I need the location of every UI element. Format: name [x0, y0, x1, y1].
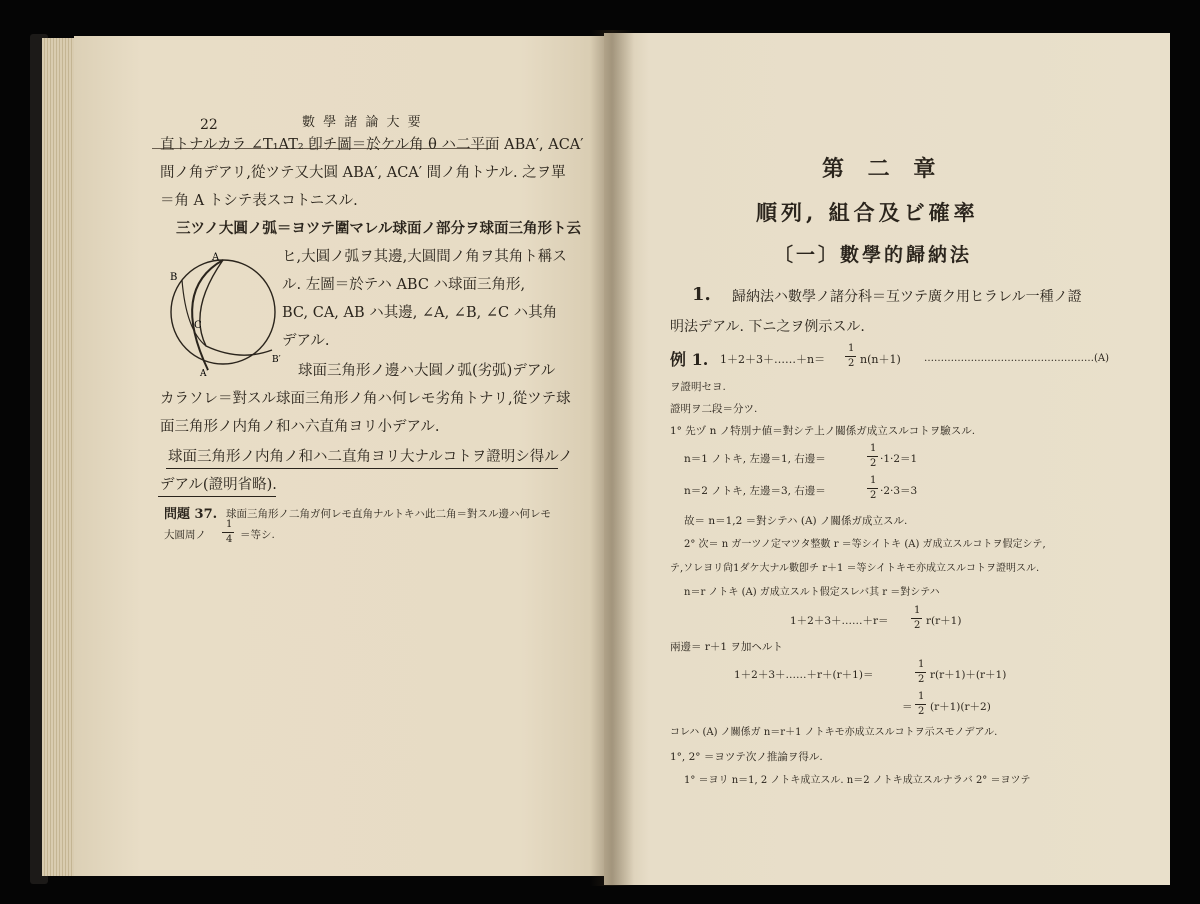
tail-3: r(r＋1): [926, 615, 962, 627]
proof-line-1: ヲ證明セヨ.: [670, 381, 726, 393]
left-line-3: ＝角 A トシテ表スコトニスル.: [160, 193, 358, 209]
tail-4: r(r＋1)＋(r＋1): [930, 669, 1007, 681]
underline-1: [166, 468, 558, 469]
half-num-2: 1: [870, 475, 877, 486]
half-bar-3: [911, 618, 922, 619]
left-line-10: カラソレ＝對スル球面三角形ノ角ハ何レモ劣角トナリ,從ツテ球: [160, 391, 571, 407]
proof-line-11: 兩邊＝ r＋1 ヲ加ヘルト: [670, 641, 783, 653]
proof-line-3: 1° 先ヅ n ノ特別ナ値＝對シテ上ノ關係ガ成立スルコトヲ驗スル.: [670, 425, 976, 437]
half-bar-5: [915, 704, 926, 705]
proof-line-8: テ,ソレヨリ尙1ダケ大ナル數卽チ r＋1 ＝等シイトキモ亦成立スルコトヲ證明スル.: [670, 563, 1040, 574]
paragraph-line-1: 歸納法ハ數學ノ諸分科＝互ツテ廣ク用ヒラレル一種ノ證: [732, 289, 1082, 305]
problem-text: 球面三角形ノ二角ガ何レモ直角ナルトキハ此二角＝對スル邊ハ何レモ: [226, 508, 551, 520]
figure-label-b: B: [170, 272, 178, 283]
example-formula-tail: n(n＋1): [860, 353, 901, 366]
figure-label-b-prime: B′: [272, 355, 281, 365]
underline-2: [158, 496, 276, 497]
example-half-num: 1: [848, 343, 855, 354]
tail-1: ·1·2＝1: [880, 453, 918, 465]
left-line-11: 面三角形ノ内角ノ和ハ六直角ヨリ小デアル.: [160, 419, 440, 435]
proof-line-14: コレハ (A) ノ關係ガ n＝r＋1 ノトキモ亦成立スルコトヲ示スモノデアル.: [670, 727, 998, 738]
half-num-1: 1: [870, 443, 877, 454]
half-num-5: 1: [918, 691, 925, 702]
tail-2: ·2·3＝3: [880, 485, 918, 497]
left-line-6: ル. 左圖＝於テハ ABC ハ球面三角形,: [282, 277, 526, 293]
problem-text-2b: ＝等シ.: [240, 529, 275, 541]
proof-line-15: 1°, 2° ＝ヨツテ次ノ推論ヲ得ル.: [670, 751, 823, 763]
proof-line-13: ＝: [902, 701, 913, 713]
example-formula: 1＋2＋3＋……＋n＝: [720, 353, 826, 366]
proof-line-5: n＝2 ノトキ, 左邊＝3, 右邊＝: [684, 485, 826, 497]
left-line-2: 間ノ角デアリ,從ツテ又大圓 ABA′, ACA′ 間ノ角トナル. 之ヲ單: [160, 165, 566, 181]
problem-fraction-num: 1: [226, 519, 233, 530]
example-half-bar: [845, 356, 856, 357]
page-number: 22: [200, 117, 218, 133]
left-line-9: 球面三角形ノ邊ハ大圓ノ弧(劣弧)デアル: [298, 363, 556, 379]
example-half-den: 2: [848, 358, 855, 369]
problem-text-2a: 大圓周ノ: [164, 529, 206, 541]
half-bar-1: [867, 456, 878, 457]
half-den-1: 2: [870, 458, 877, 469]
book-gutter: [590, 30, 634, 886]
proof-line-16: 1° ＝ヨリ n＝1, 2 ノトキ成立スル. n＝2 ノトキ成立スルナラバ 2° ＝ヨツテ: [684, 775, 1031, 786]
example-dots: ……………………………………………(A): [924, 353, 1110, 364]
half-den-4: 2: [918, 674, 925, 685]
chapter-number: 第 二 章: [822, 156, 944, 182]
half-num-3: 1: [914, 605, 921, 616]
half-den-3: 2: [914, 620, 921, 631]
example-label: 例 1.: [670, 350, 709, 369]
proof-line-9: n＝r ノトキ (A) ガ成立スルト假定スレバ其 r ＝對シテハ: [684, 587, 940, 598]
chapter-title: 順列, 組合及ビ確率: [756, 200, 979, 225]
half-den-2: 2: [870, 490, 877, 501]
problem-fraction-bar: [222, 532, 234, 533]
left-line-7: BC, CA, AB ハ其邊, ∠A, ∠B, ∠C ハ其角: [282, 305, 558, 321]
running-header: 數 學 諸 論 大 要: [302, 115, 423, 130]
tail-5: (r＋1)(r＋2): [930, 701, 991, 713]
left-line-1: 直トナルカラ ∠T₁AT₂ 卽チ圖＝於ケル角 θ ハ二平面 ABA′, ACA′: [160, 137, 584, 153]
figure-label-a-prime: A′: [200, 369, 209, 376]
spherical-triangle-figure: [160, 250, 286, 376]
proof-line-6: 故＝ n＝1,2 ＝對シテハ (A) ノ關係ガ成立スル.: [684, 515, 908, 527]
half-bar-2: [867, 488, 878, 489]
proof-line-2: 證明ヲ二段＝分ツ.: [670, 403, 758, 415]
proof-line-12: 1＋2＋3＋……＋r＋(r＋1)＝: [734, 669, 874, 681]
problem-fraction-den: 4: [226, 534, 233, 545]
figure-label-a: A: [212, 252, 220, 263]
open-book: [30, 30, 1180, 890]
left-line-5: ヒ,大圓ノ弧ヲ其邊,大圓間ノ角ヲ其角ト稱ス: [282, 249, 567, 265]
half-num-4: 1: [918, 659, 925, 670]
figure-label-c: C: [194, 320, 202, 331]
left-line-13: デアル(證明省略).: [160, 477, 277, 493]
half-bar-4: [915, 672, 926, 673]
half-den-5: 2: [918, 706, 925, 717]
proof-line-4: n＝1 ノトキ, 左邊＝1, 右邊＝: [684, 453, 826, 465]
problem-label: 問題 37.: [164, 507, 218, 522]
left-line-4: 三ツノ大圓ノ弧＝ヨツテ圍マレル球面ノ部分ヲ球面三角形ト云: [176, 220, 582, 237]
proof-line-10: 1＋2＋3＋……＋r＝: [790, 615, 889, 627]
left-line-8: デアル.: [282, 333, 330, 349]
section-title: 〔一〕數學的歸納法: [774, 244, 973, 266]
paragraph-line-2: 明法デアル. 下ニ之ヲ例示スル.: [670, 319, 865, 335]
left-line-12: 球面三角形ノ内角ノ和ハ二直角ヨリ大ナルコトヲ證明シ得ルノ: [168, 449, 573, 465]
paragraph-number: 1.: [692, 284, 711, 305]
proof-line-7: 2° 次＝ n ガ一ツノ定マツタ整數 r ＝等シイトキ (A) ガ成立スルコトヲ假定シテ,: [684, 539, 1046, 550]
